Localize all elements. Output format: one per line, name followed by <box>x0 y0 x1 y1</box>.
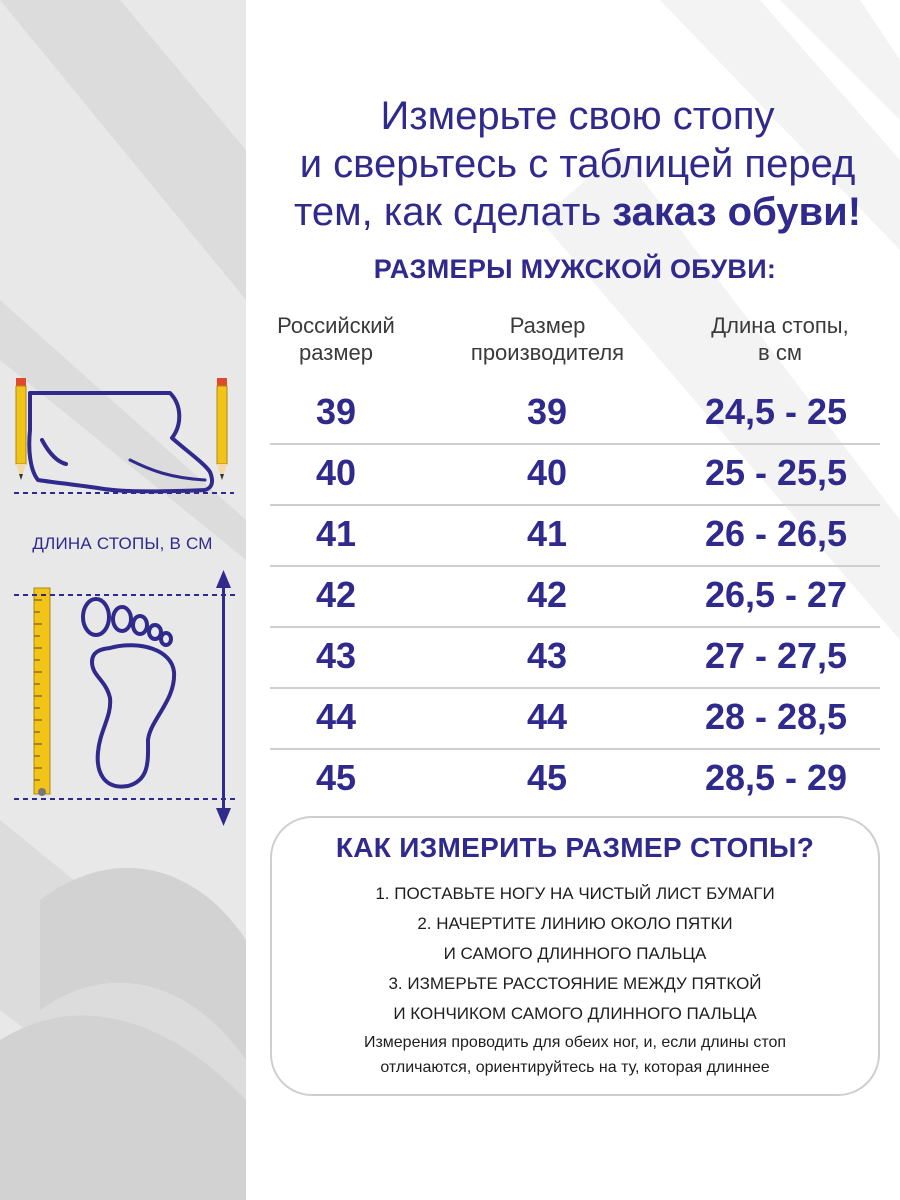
cell-russian-size: 42 <box>315 574 357 615</box>
instruction-step: 1. ПОСТАВЬТЕ НОГУ НА ЧИСТЫЙ ЛИСТ БУМАГИ <box>375 884 775 903</box>
table-row <box>0 566 900 627</box>
table-row <box>0 383 900 444</box>
instruction-step: И САМОГО ДЛИННОГО ПАЛЬЦА <box>443 944 707 963</box>
instruction-step: И КОНЧИКОМ САМОГО ДЛИННОГО ПАЛЬЦА <box>393 1004 757 1023</box>
title-line-3 <box>255 188 900 236</box>
title-line-2: и сверьтесь с таблицей перед <box>299 142 856 186</box>
cell-foot-length: 27 - 27,5 <box>704 635 848 676</box>
cell-manufacturer-size: 39 <box>526 391 568 432</box>
note-line-1: Измерения проводить для обеих ног, и, если длины стоп <box>363 1034 787 1051</box>
cell-manufacturer-size: 41 <box>526 513 568 554</box>
foot-length-label: ДЛИНА СТОПЫ, В СМ <box>32 534 213 553</box>
instruction-step: 3. ИЗМЕРЬТЕ РАССТОЯНИЕ МЕЖДУ ПЯТКОЙ <box>388 974 762 993</box>
cell-manufacturer-size: 40 <box>526 452 568 493</box>
cell-foot-length: 24,5 - 25 <box>704 391 848 432</box>
cell-russian-size: 44 <box>315 696 357 737</box>
cell-russian-size: 39 <box>315 391 357 432</box>
column-header-russian-size: Российский размер <box>277 313 395 365</box>
cell-russian-size: 40 <box>315 452 357 493</box>
cell-russian-size: 41 <box>315 513 357 554</box>
table-row <box>0 627 900 688</box>
cell-manufacturer-size: 44 <box>526 696 568 737</box>
table-row <box>0 444 900 505</box>
cell-russian-size: 43 <box>315 635 357 676</box>
title-line-3-regular: тем, как сделать <box>293 190 613 234</box>
cell-foot-length: 28,5 - 29 <box>704 757 848 798</box>
title-line-1: Измерьте свою стопу <box>380 94 775 138</box>
how-to-measure-title: КАК ИЗМЕРИТЬ РАЗМЕР СТОПЫ? <box>335 832 815 863</box>
table-subtitle: РАЗМЕРЫ МУЖСКОЙ ОБУВИ: <box>373 254 777 284</box>
note-line-2: отличаются, ориентируйтесь на ту, которая длиннее <box>380 1059 770 1076</box>
table-row <box>0 688 900 749</box>
column-header-foot-length: Длина стопы, в см <box>711 313 849 365</box>
measurement-note <box>290 1030 860 1080</box>
column-header-manufacturer-size: Размер производителя <box>470 313 625 365</box>
cell-foot-length: 25 - 25,5 <box>704 452 848 493</box>
cell-manufacturer-size: 42 <box>526 574 568 615</box>
cell-foot-length: 26 - 26,5 <box>704 513 848 554</box>
cell-manufacturer-size: 43 <box>526 635 568 676</box>
page-title <box>255 92 900 236</box>
title-line-3-bold: заказ обуви! <box>612 190 862 234</box>
cell-manufacturer-size: 45 <box>526 757 568 798</box>
table-row <box>0 749 900 810</box>
cell-russian-size: 45 <box>315 757 357 798</box>
cell-foot-length: 28 - 28,5 <box>704 696 848 737</box>
instruction-step: 2. НАЧЕРТИТЕ ЛИНИЮ ОКОЛО ПЯТКИ <box>417 914 733 933</box>
cell-foot-length: 26,5 - 27 <box>704 574 848 615</box>
